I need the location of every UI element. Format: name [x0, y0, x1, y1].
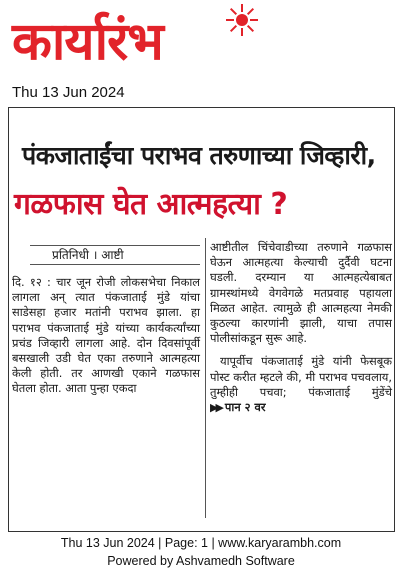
- headline-primary: पंकजाताईंचा पराभव तरुणाच्या जिव्हारी,: [22, 141, 376, 170]
- footer-info[interactable]: Thu 13 Jun 2024 | Page: 1 | www.karyarambh.com: [60, 536, 342, 550]
- continued-on-link[interactable]: [210, 400, 266, 414]
- column-divider: [205, 238, 206, 518]
- article-paragraph: [210, 354, 392, 415]
- masthead: [0, 0, 402, 108]
- sun-icon: [224, 2, 260, 38]
- footer-credit: Powered by Ashvamedh Software: [107, 554, 295, 568]
- page-footer: [0, 534, 402, 570]
- article-column-right: [210, 240, 392, 415]
- article-paragraph-text: यापूर्वीच पंकजाताई मुंडे यांनी फेसबूक पोस्ट करीत म्हटले की, मी पराभव पचवलाय, तुम्हीही पचवा; पंकजाताई मुंडेंचे: [210, 354, 392, 399]
- headline-secondary: गळफास घेत आत्महत्या ?: [14, 187, 288, 222]
- byline: प्रतिनिधी । आष्टी: [48, 246, 128, 263]
- continued-on-label: पान २ वर: [224, 400, 266, 415]
- logo-text: कार्यारंभ: [12, 12, 163, 72]
- newspaper-logo[interactable]: [6, 0, 248, 76]
- edition-date: Thu 13 Jun 2024: [12, 84, 125, 101]
- article-column-left: दि. १२ : चार जून रोजी लोकसभेचा निकाल लागला अन् त्यात पंकजाताई मुंडे यांचा साडेसहा हजार मतांनी पराभव झाला. हा पराभव पंकजाताई मुंडे यांच्या कार्यकर्त्यांच्या प्रचंड जिव्हारी लागला आहे. दोन दिवसांपूर्वी बसखाली उडी घेत एका तरुणाने आत्महत्या केली होती. तर आणखी एकाने गळफास घेतला होता. आता पुन्हा एकदा: [12, 275, 200, 396]
- double-arrow-icon: ▶▶: [210, 401, 221, 415]
- article-paragraph: आष्टीतील चिंचेवाडीच्या तरुणाने गळफास घेऊन आत्महत्या केल्याची दुर्दैवी घटना घडली. दरम्यान या आत्महत्येबाबत ग्रामस्थांमध्ये वेगवेगळे मतप्रवाह पहायला मिळत आहेत. त्यामुळे ही आत्महत्या नेमकी कुठल्या कारणांनी झाली, याचा तपास पोलीसांकडून सुरू आहे.: [210, 240, 392, 346]
